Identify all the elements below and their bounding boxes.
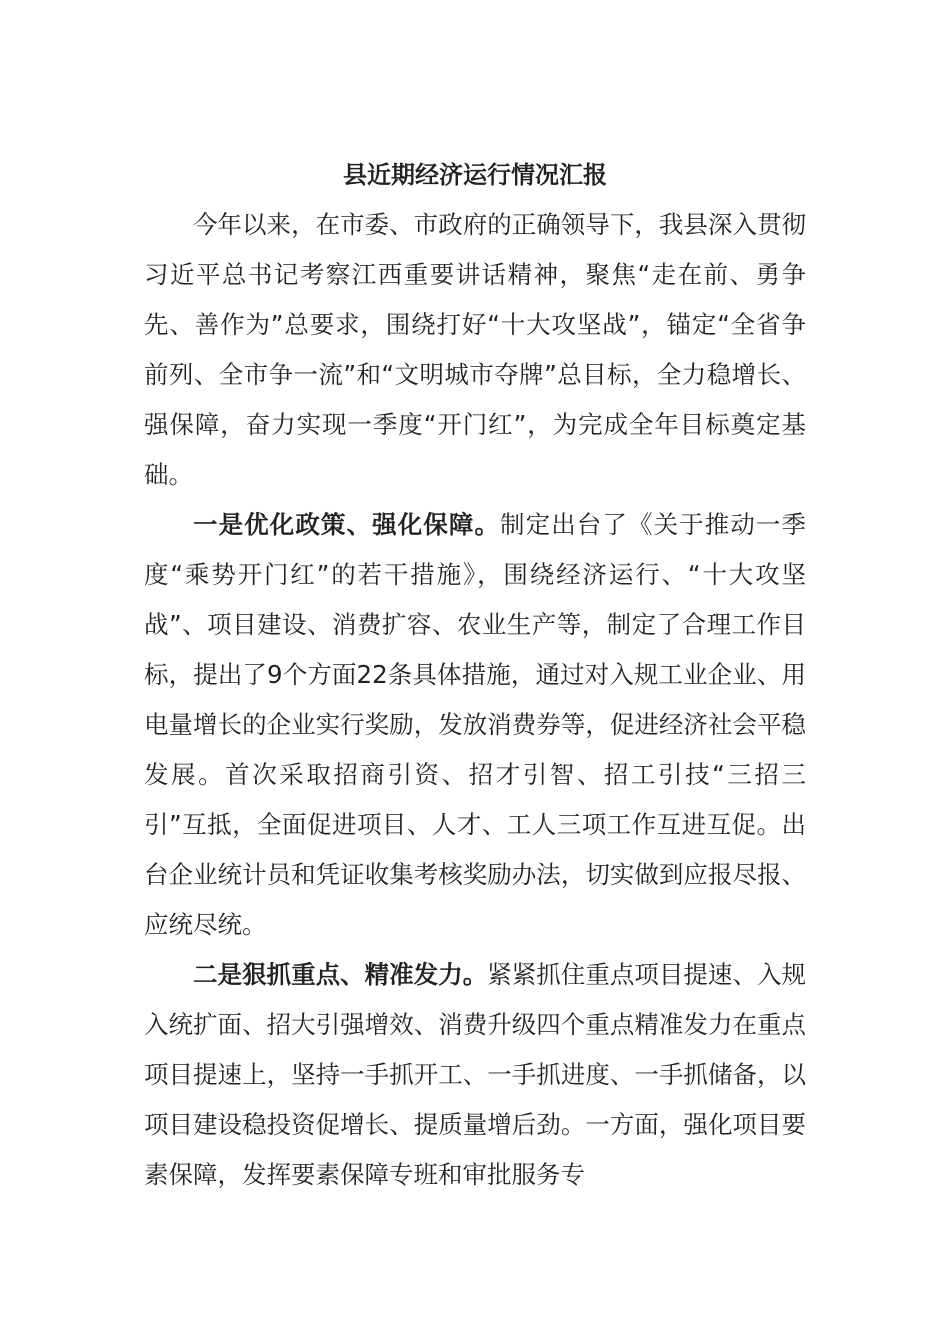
paragraph-policy-lead: 一是优化政策、强化保障。 xyxy=(193,510,501,539)
paragraph-focus-text: 紧紧抓住重点项目提速、入规入统扩面、招大引强增效、消费升级四个重点精准发力在重点项目提速上，坚持一手抓开工、一手抓进度、一手抓储备，以项目建设稳投资促增长、提质量增后劲。一方面，强化项目要素保障，发挥要素保障专班和审批服务专 xyxy=(144,960,806,1189)
paragraph-intro-text: 今年以来，在市委、市政府的正确领导下，我县深入贯彻习近平总书记考察江西重要讲话精神，聚焦“走在前、勇争先、善作为”总要求，围绕打好“十大攻坚战”，锚定“全省争前列、全市争一流”和“文明城市夺牌”总目标，全力稳增长、强保障，奋力实现一季度“开门红”，为完成全年目标奠定基础。 xyxy=(144,210,806,489)
paragraph-focus xyxy=(144,950,806,1200)
document-title: 县近期经济运行情况汇报 xyxy=(343,161,607,189)
paragraph-policy-text: 制定出台了《关于推动一季度“乘势开门红”的若干措施》，围绕经济运行、“十大攻坚战”、项目建设、消费扩容、农业生产等，制定了合理工作目标，提出了9个方面22条具体措施，通过对入规工业企业、用电量增长的企业实行奖励，发放消费券等，促进经济社会平稳发展。首次采取招商引资、招才引智、招工引技“三招三引”互抵，全面促进项目、人才、工人三项工作互进互促。出台企业统计员和凭证收集考核奖励办法，切实做到应报尽报、应统尽统。 xyxy=(144,510,807,939)
paragraph-intro xyxy=(144,200,806,500)
paragraph-policy xyxy=(144,500,806,950)
document-page xyxy=(144,150,806,1200)
paragraph-focus-lead: 二是狠抓重点、精准发力。 xyxy=(193,960,488,989)
